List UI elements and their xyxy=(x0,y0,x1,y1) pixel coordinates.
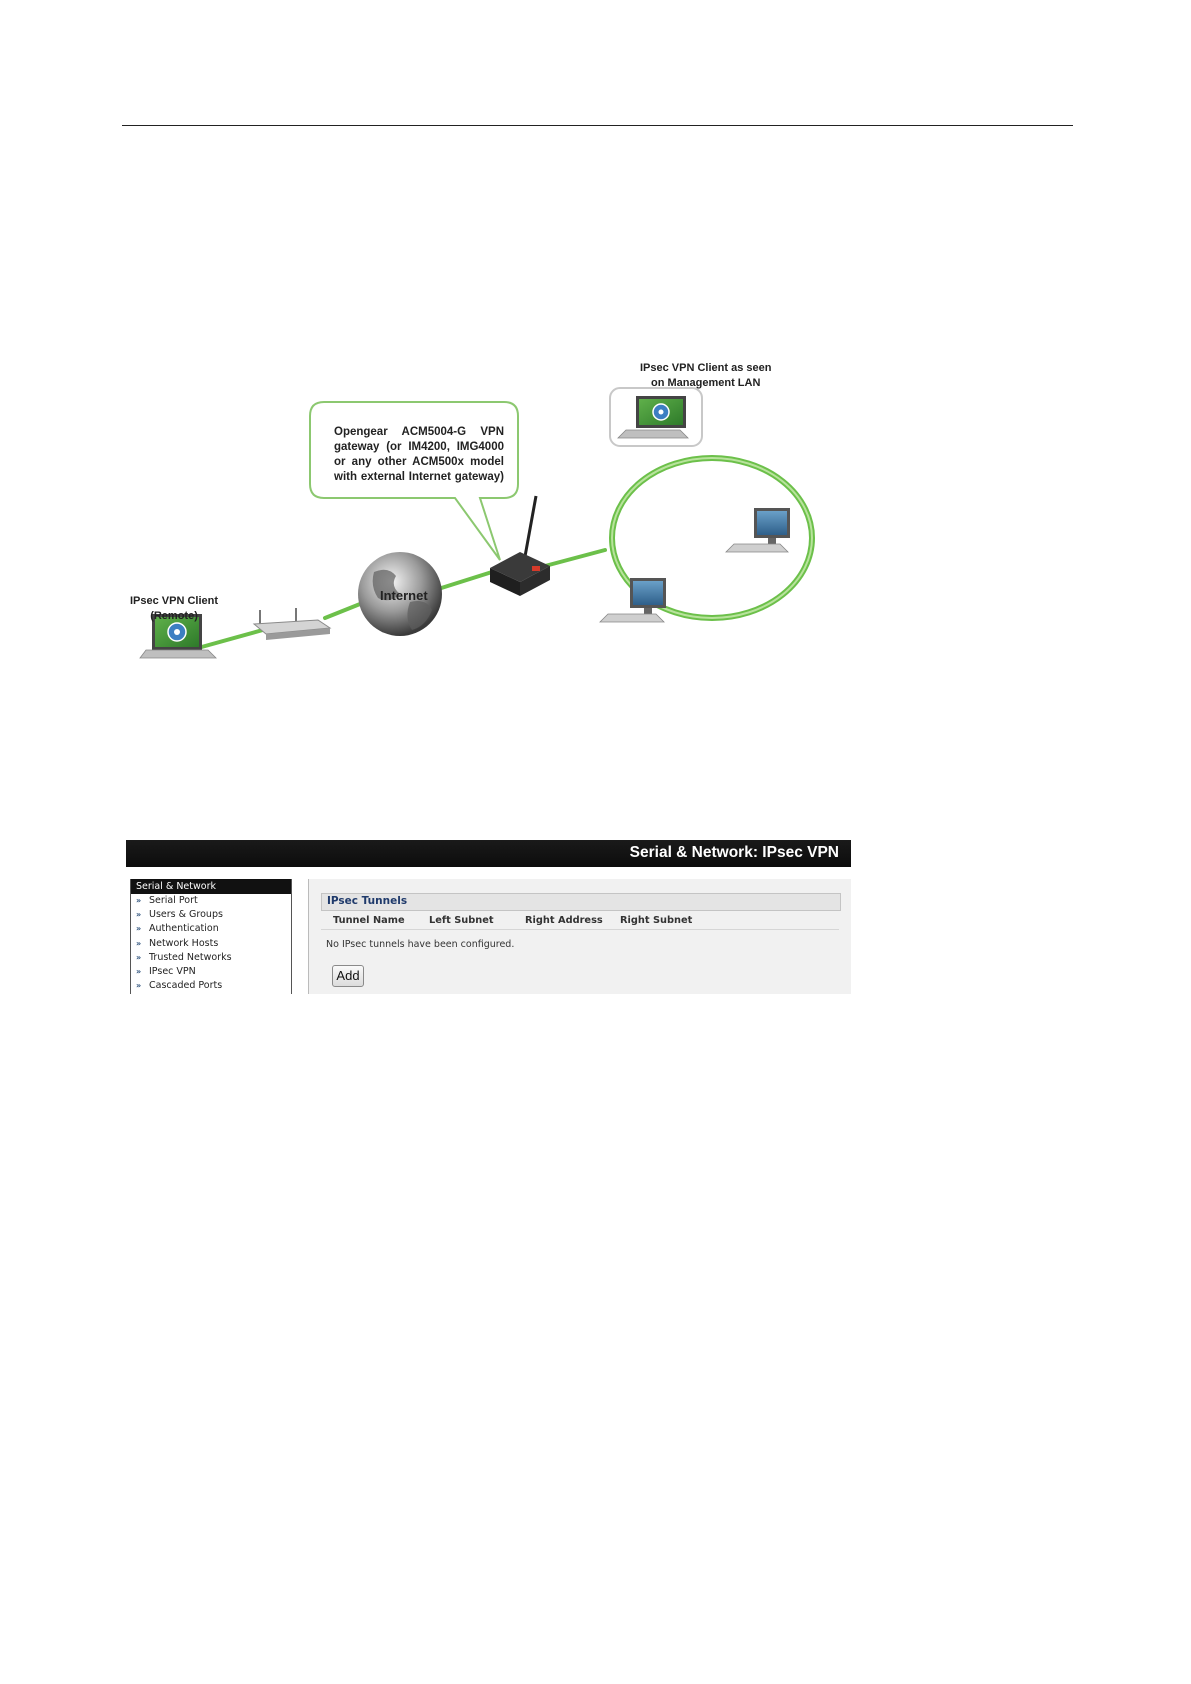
column-header: Right Subnet xyxy=(620,915,693,926)
link-laptop-router xyxy=(198,628,270,648)
router-icon xyxy=(254,608,330,640)
sidebar-item-serial-port[interactable] xyxy=(131,894,291,908)
remote-client-label xyxy=(130,594,218,624)
chevron-right-icon: » xyxy=(136,952,142,962)
chevron-right-icon: » xyxy=(136,910,142,920)
sidebar-item-cascaded-ports[interactable] xyxy=(131,979,291,993)
sidebar-item-label: Authentication xyxy=(149,923,219,935)
panel-title: IPsec Tunnels xyxy=(327,895,408,907)
lan-desktop-icon xyxy=(600,578,666,622)
column-header: Tunnel Name xyxy=(333,915,405,926)
lan-client-label xyxy=(640,361,771,391)
sidebar-item-label: Serial Port xyxy=(149,895,198,906)
ipsec-vpn-screenshot xyxy=(126,840,851,994)
lan-client-label-line: IPsec VPN Client as seen xyxy=(640,362,772,374)
page-title: Serial & Network: IPsec VPN xyxy=(629,844,839,861)
sidebar-item-authentication[interactable] xyxy=(131,922,291,936)
sidebar-heading: Serial & Network xyxy=(131,879,291,894)
sidebar-item-trusted-networks[interactable] xyxy=(131,951,291,965)
panel-header xyxy=(321,893,841,911)
empty-message: No IPsec tunnels have been configured. xyxy=(326,939,515,950)
add-button[interactable]: Add xyxy=(332,965,364,987)
lan-client-label-line: on Management LAN xyxy=(651,377,761,389)
lan-client-laptop-icon xyxy=(610,388,702,446)
remote-client-label-line: (Remote) xyxy=(150,610,198,622)
vpn-gateway-device-icon xyxy=(490,496,550,596)
sidebar-item-ipsec-vpn[interactable] xyxy=(131,965,291,979)
chevron-right-icon: » xyxy=(136,938,142,948)
sidebar-item-label: Trusted Networks xyxy=(149,951,232,963)
chevron-right-icon: » xyxy=(136,924,142,934)
sidebar-item-network-hosts[interactable] xyxy=(131,937,291,951)
sidebar xyxy=(130,879,292,994)
lan-desktop-icon xyxy=(726,508,790,552)
callout-line: with external Internet gateway) xyxy=(334,471,504,483)
sidebar-item-label: Users & Groups xyxy=(149,909,223,921)
ipsec-network-diagram xyxy=(120,362,860,690)
chevron-right-icon: » xyxy=(136,966,142,976)
sidebar-item-users-groups[interactable] xyxy=(131,908,291,922)
chevron-right-icon: » xyxy=(136,896,142,905)
main-panel xyxy=(308,879,851,994)
title-bar xyxy=(126,840,851,867)
link-internet-gateway xyxy=(435,572,492,590)
column-header: Left Subnet xyxy=(429,915,494,926)
chevron-right-icon: » xyxy=(136,981,142,991)
callout-line: gateway (or IM4200, IMG4000 xyxy=(334,441,504,453)
link-gateway-lan xyxy=(545,550,605,566)
gateway-callout-text xyxy=(334,425,504,485)
remote-client-label-line: IPsec VPN Client xyxy=(130,595,219,607)
callout-line: or any other ACM500x model xyxy=(334,456,504,468)
table-header xyxy=(321,915,839,930)
link-router-internet xyxy=(325,604,360,618)
column-header: Right Address xyxy=(525,915,603,926)
callout-line: Opengear ACM5004-G VPN xyxy=(334,426,504,438)
sidebar-item-label: IPsec VPN xyxy=(149,965,196,977)
sidebar-item-label: Network Hosts xyxy=(149,937,219,949)
internet-label: Internet xyxy=(380,588,428,603)
sidebar-item-label: Cascaded Ports xyxy=(149,980,223,992)
header-rule xyxy=(122,125,1073,126)
